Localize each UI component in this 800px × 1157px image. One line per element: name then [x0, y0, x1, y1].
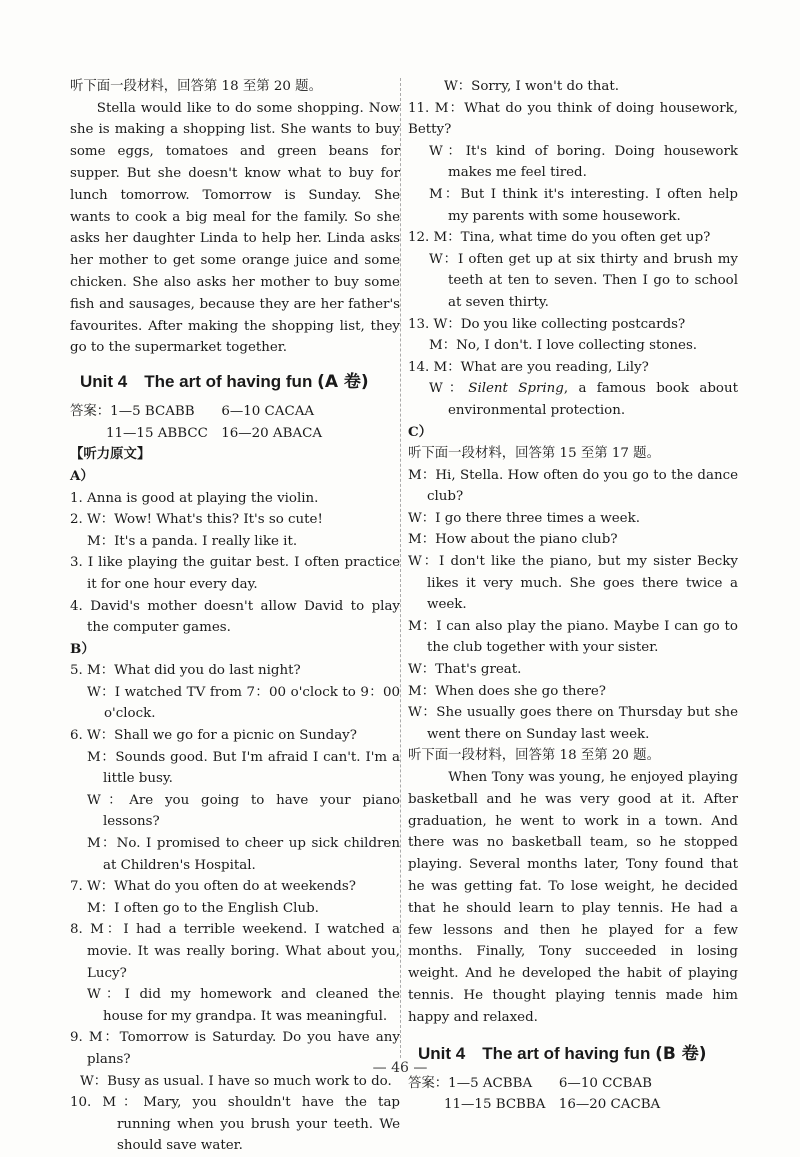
item-6-w: 6. W：Shall we go for a picnic on Sunday? [70, 728, 357, 744]
dialog-c-1: M：Hi, Stella. How often do you go to the dance club? [408, 467, 738, 505]
item-7-w: 7. W：What do you often do at weekends? [70, 879, 356, 895]
dialog-c-3: M：How about the piano club? [408, 532, 618, 548]
dialog-c-4: W：I don't like the piano, but my sister Becky likes it very much. She goes there twice a week. [408, 554, 738, 613]
item-11-w: W：It's kind of boring. Doing housework makes me feel tired. [429, 143, 738, 181]
item-5-w: W：I watched TV from 7：00 o'clock to 9：00 o'clock. [87, 684, 400, 722]
answers-b-line-1: 答案：1—5 ACBBA 6—10 CCBAB [408, 1075, 652, 1091]
item-10-w: W：Sorry, I won't do that. [444, 79, 620, 94]
item-9-w: W：Busy as usual. I have so much work to do. [80, 1073, 392, 1089]
dialog-c-5: M：I can also play the piano. Maybe I can go to the club together with your sister. [408, 618, 738, 656]
passage-stella: Stella would like to do some shopping. Now she is making a shopping list. She wants to buy some eggs, tomatoes and green beans for supper. But she doesn't know what to buy for lunch tomorrow. Tomorrow is Sunday. She wants to cook a big meal for the family. So she asks her daughter Linda to help her. Linda asks her mother to get some orange juice and some chicken. She also asks her mother to buy some fish and sausages, because they are her father's favourites. After making the shopping list, they go to the supermarket together. [70, 100, 400, 356]
dialog-c-8: W：She usually goes there on Thursday but she went there on Sunday last week. [408, 705, 738, 742]
item-2-w: 2. W：Wow! What's this? It's so cute! [70, 512, 323, 528]
page-number: — 46 — [372, 1060, 428, 1076]
item-6-w2: W：Are you going to have your piano lessons? [87, 792, 400, 830]
item-11-m: 11. M：What do you think of doing housework, Betty? [408, 100, 738, 138]
item-2-m: M：It's a panda. I really like it. [87, 533, 298, 549]
dialog-c-6: W：That's great. [408, 662, 522, 678]
section-d-intro: 听下面一段材料，回答第 18 至第 20 题。 [408, 748, 660, 764]
answers-line-1: 答案：1—5 BCABB 6—10 CACAA [70, 404, 315, 420]
item-14-m: 14. M：What are you reading, Lily? [408, 359, 649, 375]
item-13-m: M：No, I don't. I love collecting stones. [429, 338, 698, 354]
item-1: 1. Anna is good at playing the violin. [70, 490, 319, 506]
unit-heading-a: Unit 4 The art of having fun (A 卷) [80, 372, 369, 393]
item-9-m: 9. M：Tomorrow is Saturday. Do you have any plans? [70, 1030, 400, 1067]
item-7-m: M：I often go to the English Club. [87, 900, 319, 916]
section-b-label: B） [70, 640, 95, 657]
item-10-m: 10. M：Mary, you shouldn't have the tap running when you brush your teeth. We should save water. [70, 1095, 400, 1154]
item-11-m2: M：But I think it's interesting. I often help my parents with some housework. [429, 186, 738, 224]
item-3: 3. I like playing the guitar best. I often practice it for one hour every day. [70, 555, 400, 592]
dialog-c-2: W：I go there three times a week. [408, 510, 640, 526]
section-intro: 听下面一段材料，回答第 18 至第 20 题。 [70, 79, 322, 94]
answers-b-line-2: 11—15 BCBBA 16—20 CACBA [444, 1097, 661, 1113]
item-8-m: 8. M：I had a terrible weekend. I watched a movie. It was really boring. What about you, Lucy? [70, 922, 400, 981]
item-12-w: W：I often get up at six thirty and brush my teeth at ten to seven. Then I go to school at seven thirty. [429, 251, 738, 310]
item-4: 4. David's mother doesn't allow David to play the computer games. [70, 598, 400, 636]
script-heading: 【听力原文】 [70, 446, 151, 463]
unit-heading-b: Unit 4 The art of having fun (B 卷) [418, 1043, 707, 1064]
item-13-w: 13. W：Do you like collecting postcards? [408, 316, 686, 332]
item-12-m: 12. M：Tina, what time do you often get up? [408, 230, 711, 246]
item-14-w: W：Silent Spring, a famous book about environmental protection. [429, 381, 738, 418]
section-c-label: C） [408, 423, 433, 440]
section-a-label: A） [70, 467, 94, 484]
answers-line-2: 11—15 ABBCC 16—20 ABACA [106, 425, 323, 441]
dialog-c-7: M：When does she go there? [408, 683, 606, 699]
book-title: Silent Spring [468, 381, 564, 397]
item-8-w: W：I did my homework and cleaned the house for my grandpa. It was meaningful. [87, 987, 400, 1024]
column-divider [400, 78, 401, 1058]
right-column [408, 76, 738, 1116]
item-5-m: 5. M：What did you do last night? [70, 663, 301, 679]
section-c-intro: 听下面一段材料，回答第 15 至第 17 题。 [408, 446, 660, 462]
passage-tony: When Tony was young, he enjoyed playing basketball and he was very good at it. After graduation, he went to work in a town. And there was no basketball team, so he stopped playing. Several months later, Tony found that he was getting fat. To lose weight, he decided that he should learn to play tennis. He had a few lessons and then he played for a few months. Finally, Tony succeeded in losing weight. And he developed the habit of playing tennis. He thought playing tennis made him happy and relaxed. [408, 770, 738, 1025]
item-6-m: M：Sounds good. But I'm afraid I can't. I'm a little busy. [87, 749, 400, 787]
left-column [70, 76, 400, 1157]
item-6-m2: M：No. I promised to cheer up sick children at Children's Hospital. [87, 836, 400, 873]
